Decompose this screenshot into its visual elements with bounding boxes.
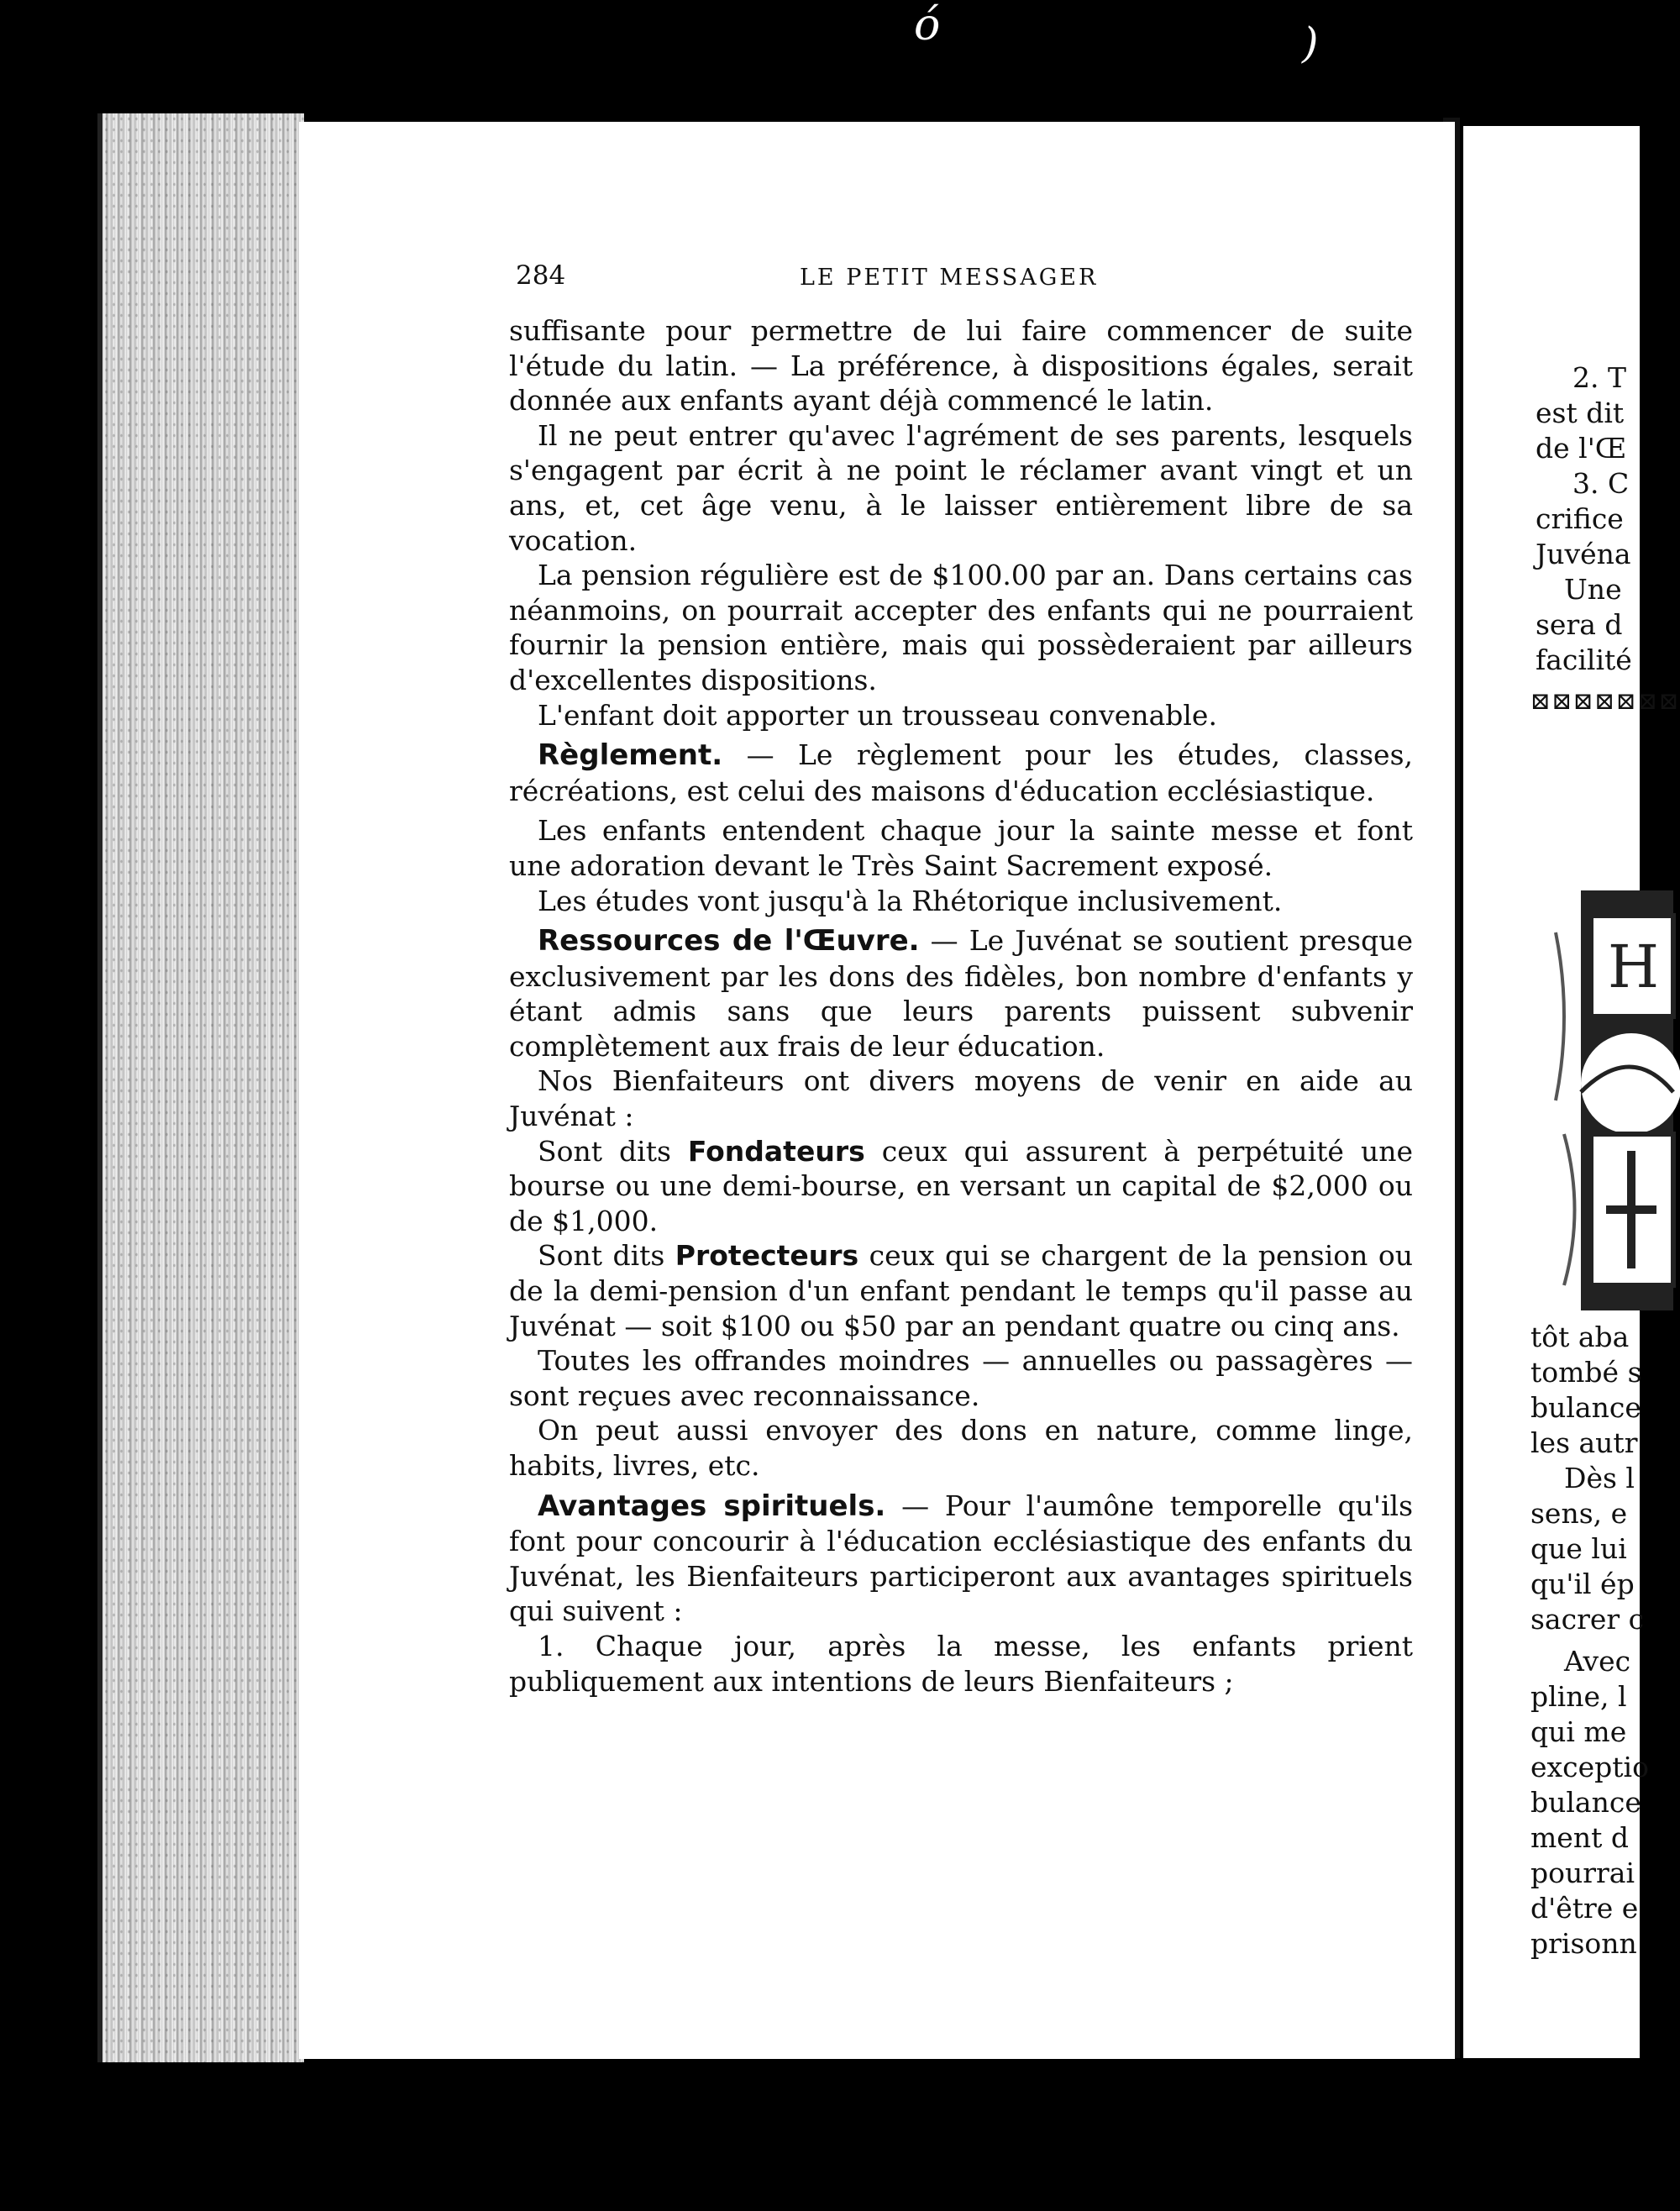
ressources-text: — Le Juvénat se soutient presque exclusivement par les dons des fidèles, bon nombre d'enfants y étant admis sans que leurs parents puissent subvenir complètement aux frais de leur éducation.	[509, 924, 1413, 1063]
reglement-text: — Le règlement pour les études, classes, récréations, est celui des maisons d'éducation ecclésiastique.	[509, 738, 1413, 807]
paragraph-3: La pension régulière est de $100.00 par an. Dans certains cas néanmoins, on pourrait accepter des enfants qui ne pourraient fournir la pension entière, mais qui possèderaient par ailleurs d'excellentes dispositions.	[509, 559, 1413, 696]
paragraph-2: Il ne peut entrer qu'avec l'agrément de ses parents, lesquels s'engagent par écrit à ne point le réclamer avant vingt et un ans, et, cet âge venu, à le laisser entièrement libre de sa vocation.	[509, 418, 1413, 557]
right-line: Dès l	[1564, 1462, 1635, 1494]
right-line: que lui	[1530, 1532, 1627, 1565]
right-line: sacrer c	[1530, 1603, 1645, 1636]
offrandes-paragraph: Toutes les offrandes moindres — annuelles ou passagères — sont reçues avec reconnaissance.	[509, 1344, 1413, 1412]
protecteurs-term: Protecteurs	[675, 1239, 859, 1273]
book-fore-edge	[97, 113, 304, 2062]
ornament-rule: ⊠⊠⊠⊠⊠⊠⊠	[1530, 687, 1680, 715]
running-head: LE PETIT MESSAGER	[800, 265, 1099, 291]
right-line: bulance	[1530, 1391, 1641, 1424]
right-line: est dit	[1536, 397, 1625, 429]
heraldic-emblem-icon	[1556, 882, 1673, 1319]
right-line: de l'Œ	[1536, 432, 1627, 465]
paragraph-1: suffisante pour permettre de lui faire commencer de suite l'étude du latin. — La préférence, à dispositions égales, serait donnée aux enfants ayant déjà commencé le latin.	[509, 314, 1413, 418]
fondateurs-pre: Sont dits	[538, 1134, 688, 1168]
left-page	[299, 122, 1455, 2059]
right-line: tombé s	[1530, 1356, 1642, 1389]
page-number: 284	[516, 260, 566, 291]
ressources-paragraph	[509, 923, 1413, 1063]
right-line: prisonn	[1530, 1927, 1637, 1960]
avantages-text: — Pour l'aumône temporelle qu'ils font pour concourir à l'éducation ecclésiastique des enfants du Juvénat, les Bienfaiteurs participeront aux avantages spirituels qui suivent :	[509, 1489, 1414, 1628]
right-line: ment d	[1530, 1821, 1629, 1854]
right-line: Avec	[1564, 1645, 1631, 1678]
protecteurs-pre: Sont dits	[538, 1239, 675, 1273]
right-line: sens, e	[1530, 1497, 1628, 1530]
right-line: Juvéna	[1536, 538, 1631, 570]
reglement-paragraph-3: Les études vont jusqu'à la Rhétorique inclusivement.	[538, 884, 1283, 917]
svg-text:H: H	[1608, 932, 1660, 1001]
protecteurs-paragraph	[509, 1238, 1413, 1343]
right-line: d'être e	[1530, 1892, 1639, 1925]
ressources-heading: Ressources de l'Œuvre.	[538, 924, 920, 958]
right-page	[1463, 126, 1680, 2058]
right-line: pourrai	[1530, 1857, 1635, 1889]
reglement-heading: Règlement.	[538, 738, 723, 773]
reglement-paragraph	[509, 738, 1413, 808]
right-line: bulance	[1530, 1786, 1641, 1819]
right-line: sera d	[1536, 608, 1623, 641]
ressources-paragraph-2: Nos Bienfaiteurs ont divers moyens de venir en aide au Juvénat :	[509, 1064, 1413, 1133]
right-line: les autr	[1530, 1426, 1638, 1459]
dons-nature-paragraph: On peut aussi envoyer des dons en nature, comme linge, habits, livres, etc.	[509, 1414, 1413, 1482]
right-line: qu'il ép	[1530, 1568, 1635, 1600]
right-line: pline, l	[1530, 1680, 1627, 1713]
right-line: 2. T	[1572, 361, 1626, 394]
fondateurs-term: Fondateurs	[687, 1134, 865, 1168]
body-text	[509, 313, 1413, 1699]
right-line: crifice	[1536, 502, 1624, 535]
scratch-mark-top: ó	[914, 0, 941, 50]
right-line: tôt aba	[1530, 1321, 1630, 1353]
protecteurs-post: ceux qui se chargent de la pension ou de la demi-pension d'un enfant pendant le temps qu'il passe au Juvénat — soit $100 ou $50 par an pendant quatre ou cinq ans.	[509, 1239, 1413, 1342]
right-line: 3. C	[1572, 467, 1630, 500]
fondateurs-post: ceux qui assurent à perpétuité une bourse ou une demi-bourse, en versant un capital de $2,000 ou de $1,000.	[509, 1134, 1413, 1237]
avantages-paragraph	[509, 1489, 1413, 1629]
avantages-heading: Avantages spirituels.	[538, 1489, 886, 1523]
avantages-item-1: 1. Chaque jour, après la messe, les enfants prient publiquement aux intentions de leurs Bienfaiteurs ;	[509, 1629, 1413, 1698]
right-line: facilité	[1536, 643, 1632, 676]
fondateurs-paragraph	[509, 1134, 1413, 1239]
right-line: qui me	[1530, 1715, 1627, 1748]
right-line: exceptio	[1530, 1751, 1649, 1783]
right-line: Une	[1564, 573, 1622, 606]
paragraph-4: L'enfant doit apporter un trousseau convenable.	[538, 698, 1217, 732]
scratch-mark-right: )	[1302, 18, 1319, 67]
reglement-paragraph-2: Les enfants entendent chaque jour la sainte messe et font une adoration devant le Très Saint Sacrement exposé.	[509, 814, 1413, 882]
